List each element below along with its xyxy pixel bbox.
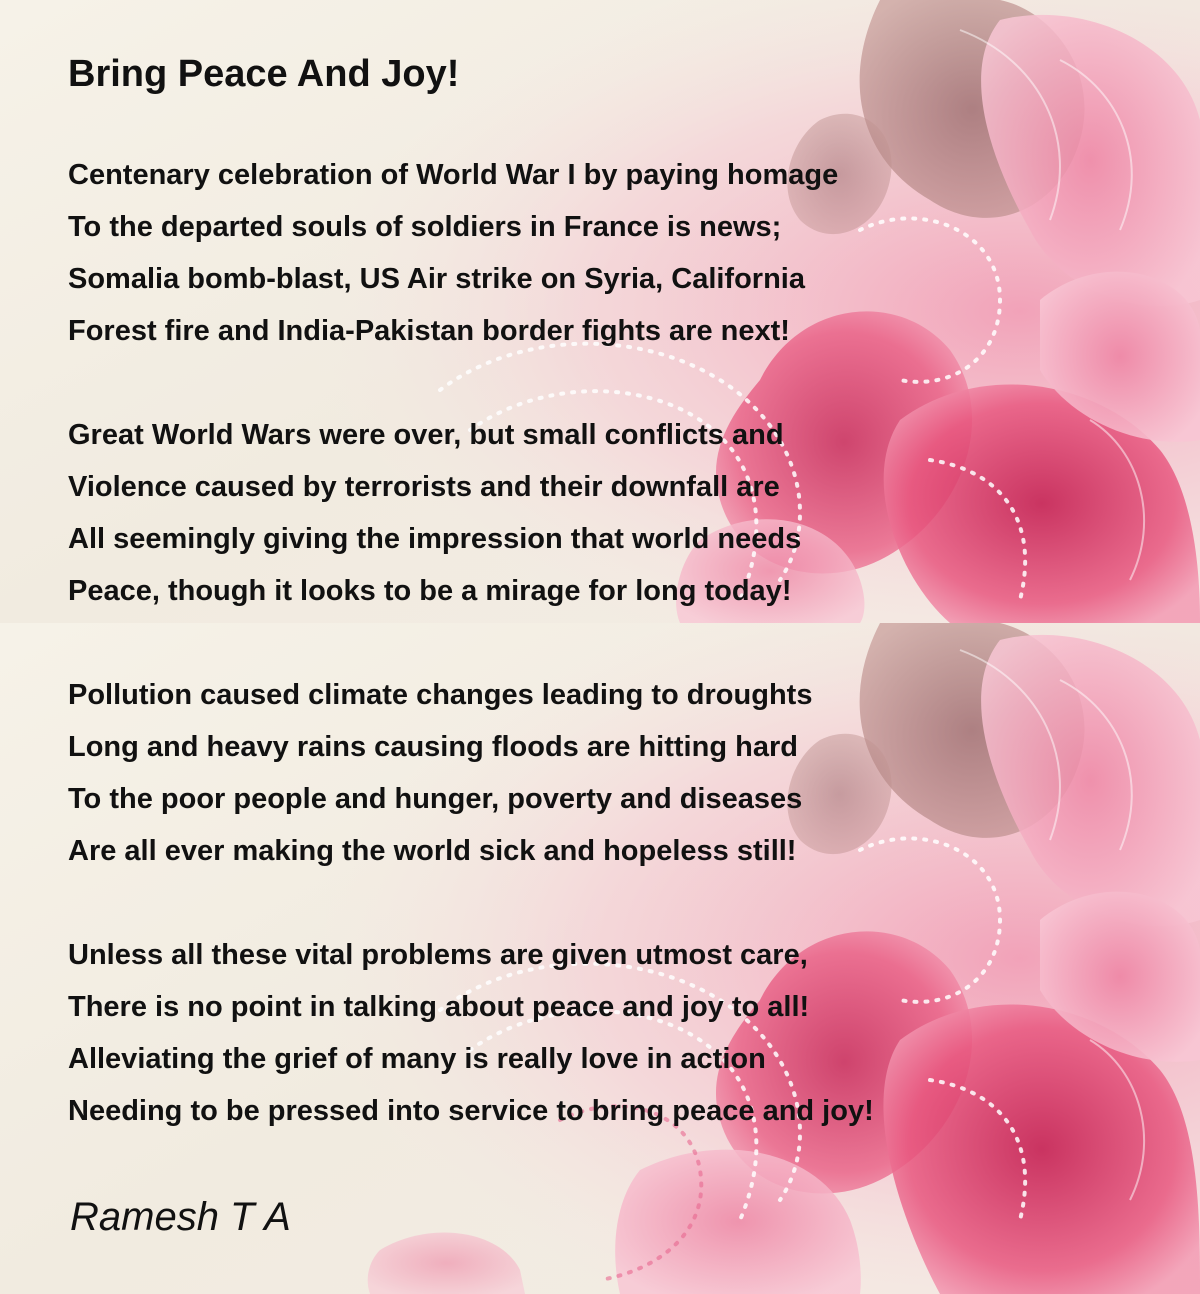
poem-line: There is no point in talking about peace and joy to all! — [68, 991, 810, 1023]
poem-title: Bring Peace And Joy! — [68, 53, 460, 95]
poem-line: Great World Wars were over, but small conflicts and — [68, 419, 784, 451]
poem-line: Centenary celebration of World War I by paying homage — [68, 159, 839, 191]
poem-line: All seemingly giving the impression that world needs — [68, 523, 802, 555]
poem-line: Peace, though it looks to be a mirage for long today! — [68, 575, 792, 607]
poem-line: Unless all these vital problems are given utmost care, — [68, 939, 808, 971]
poem-line: Violence caused by terrorists and their downfall are — [68, 471, 780, 503]
stanza-2 — [68, 409, 801, 617]
poem-line: To the poor people and hunger, poverty and diseases — [68, 783, 803, 815]
poem-author: Ramesh T A — [70, 1195, 291, 1239]
poem-line: Pollution caused climate changes leading to droughts — [68, 679, 813, 711]
stanza-1 — [68, 149, 838, 357]
stanza-3 — [68, 669, 812, 877]
poem-line: Somalia bomb-blast, US Air strike on Syria, California — [68, 263, 805, 295]
poem-line: Long and heavy rains causing floods are hitting hard — [68, 731, 798, 763]
poem-line: Forest fire and India-Pakistan border fights are next! — [68, 315, 790, 347]
poem-line: Needing to be pressed into service to bring peace and joy! — [68, 1095, 874, 1127]
stanza-4 — [68, 929, 874, 1137]
poem-line: To the departed souls of soldiers in France is news; — [68, 211, 782, 243]
poem-line: Alleviating the grief of many is really love in action — [68, 1043, 766, 1075]
poem-line: Are all ever making the world sick and hopeless still! — [68, 835, 797, 867]
